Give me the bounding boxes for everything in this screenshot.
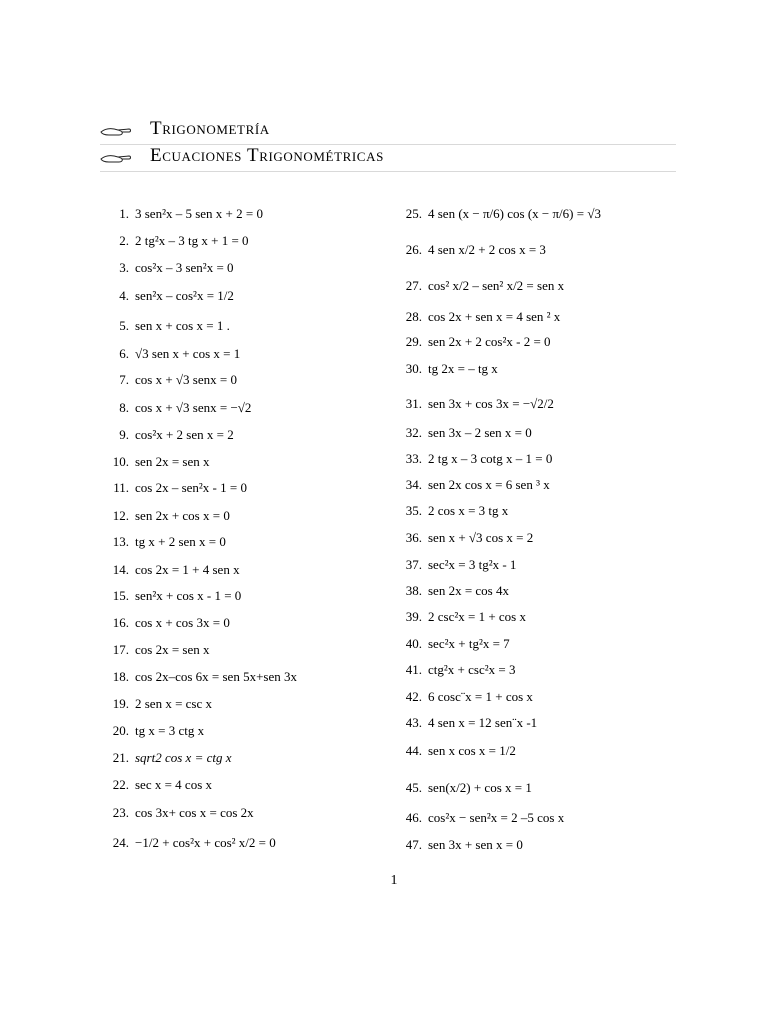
equation-item: 46. cos²x − sen²x = 2 –5 cos x — [405, 810, 565, 825]
equation-item: 40. sec²x + tg²x = 7 — [405, 636, 510, 651]
equation-item: 6. √3 sen x + cos x = 1 — [119, 346, 241, 361]
equation-item: 1. 3 sen²x – 5 sen x + 2 = 0 — [119, 206, 263, 221]
equation-item: 23. cos 3x+ cos x = cos 2x — [112, 805, 254, 820]
equation-item: 18. cos 2x–cos 6x = sen 5x+sen 3x — [112, 669, 297, 684]
equation-item: 34. sen 2x cos x = 6 sen ³ x — [405, 477, 550, 492]
equation-item: 2. 2 tg²x – 3 tg x + 1 = 0 — [119, 233, 249, 248]
equation-item: 20. tg x = 3 ctg x — [112, 723, 205, 738]
equation-item: 7. cos x + √3 senx = 0 — [119, 372, 237, 387]
section-header-2 — [100, 145, 676, 172]
equation-item: 26. 4 sen x/2 + 2 cos x = 3 — [405, 242, 546, 257]
equation-item: 13. tg x + 2 sen x = 0 — [112, 534, 226, 549]
equation-item: 39. 2 csc²x = 1 + cos x — [405, 609, 526, 624]
section-subtitle: Ecuaciones Trigonométricas — [150, 145, 384, 166]
equation-item: 32. sen 3x – 2 sen x = 0 — [405, 425, 532, 440]
section-title: Trigonometría — [150, 118, 270, 139]
equation-item: 37. sec²x = 3 tg²x - 1 — [405, 557, 517, 572]
equation-item: 9. cos²x + 2 sen x = 2 — [119, 427, 234, 442]
equation-item: 25. 4 sen (x − π/6) cos (x − π/6) = √3 — [405, 206, 601, 221]
equation-item: 45. sen(x/2) + cos x = 1 — [405, 780, 532, 795]
equation-item: 21. sqrt2 cos x = ctg x — [112, 750, 232, 765]
equation-item: 43. 4 sen x = 12 sen¨x -1 — [405, 715, 538, 730]
equation-item: 27. cos² x/2 – sen² x/2 = sen x — [405, 278, 565, 293]
equation-item: 30. tg 2x = – tg x — [405, 361, 498, 376]
hand-pointer-icon — [100, 149, 132, 165]
equation-item: 17. cos 2x = sen x — [112, 642, 210, 657]
section-header-1 — [100, 118, 676, 145]
equation-item: 33. 2 tg x – 3 cotg x – 1 = 0 — [405, 451, 553, 466]
equation-item: 8. cos x + √3 senx = −√2 — [119, 400, 252, 415]
equation-item: 5. sen x + cos x = 1 . — [119, 318, 230, 333]
equation-item: 16. cos x + cos 3x = 0 — [112, 615, 230, 630]
equation-item: 24. −1/2 + cos²x + cos² x/2 = 0 — [112, 835, 276, 850]
equation-item: 28. cos 2x + sen x = 4 sen ² x — [405, 309, 561, 324]
equation-item: 10. sen 2x = sen x — [112, 454, 210, 469]
equation-item: 41. ctg²x + csc²x = 3 — [405, 662, 516, 677]
equation-item: 31. sen 3x + cos 3x = −√2/2 — [405, 396, 554, 411]
equation-item: 4. sen²x – cos²x = 1/2 — [119, 288, 234, 303]
equation-item: 42. 6 cosc¨x = 1 + cos x — [405, 689, 533, 704]
equation-item: 15. sen²x + cos x - 1 = 0 — [112, 588, 242, 603]
equation-item: 19. 2 sen x = csc x — [112, 696, 213, 711]
equation-item: 47. sen 3x + sen x = 0 — [405, 837, 523, 852]
equation-item: 35. 2 cos x = 3 tg x — [405, 503, 509, 518]
equation-item: 14. cos 2x = 1 + 4 sen x — [112, 562, 240, 577]
equation-item: 36. sen x + √3 cos x = 2 — [405, 530, 534, 545]
equation-item: 11. cos 2x – sen²x - 1 = 0 — [113, 480, 247, 495]
equation-item: 38. sen 2x = cos 4x — [405, 583, 509, 598]
equation-item: 29. sen 2x + 2 cos²x - 2 = 0 — [405, 334, 551, 349]
equation-item: 44. sen x cos x = 1/2 — [405, 743, 516, 758]
hand-pointer-icon — [100, 122, 132, 138]
equation-item: 3. cos²x – 3 sen²x = 0 — [119, 260, 234, 275]
equation-item: 22. sec x = 4 cos x — [112, 777, 213, 792]
page-number: 1 — [390, 873, 398, 888]
equation-item: 12. sen 2x + cos x = 0 — [112, 508, 230, 523]
